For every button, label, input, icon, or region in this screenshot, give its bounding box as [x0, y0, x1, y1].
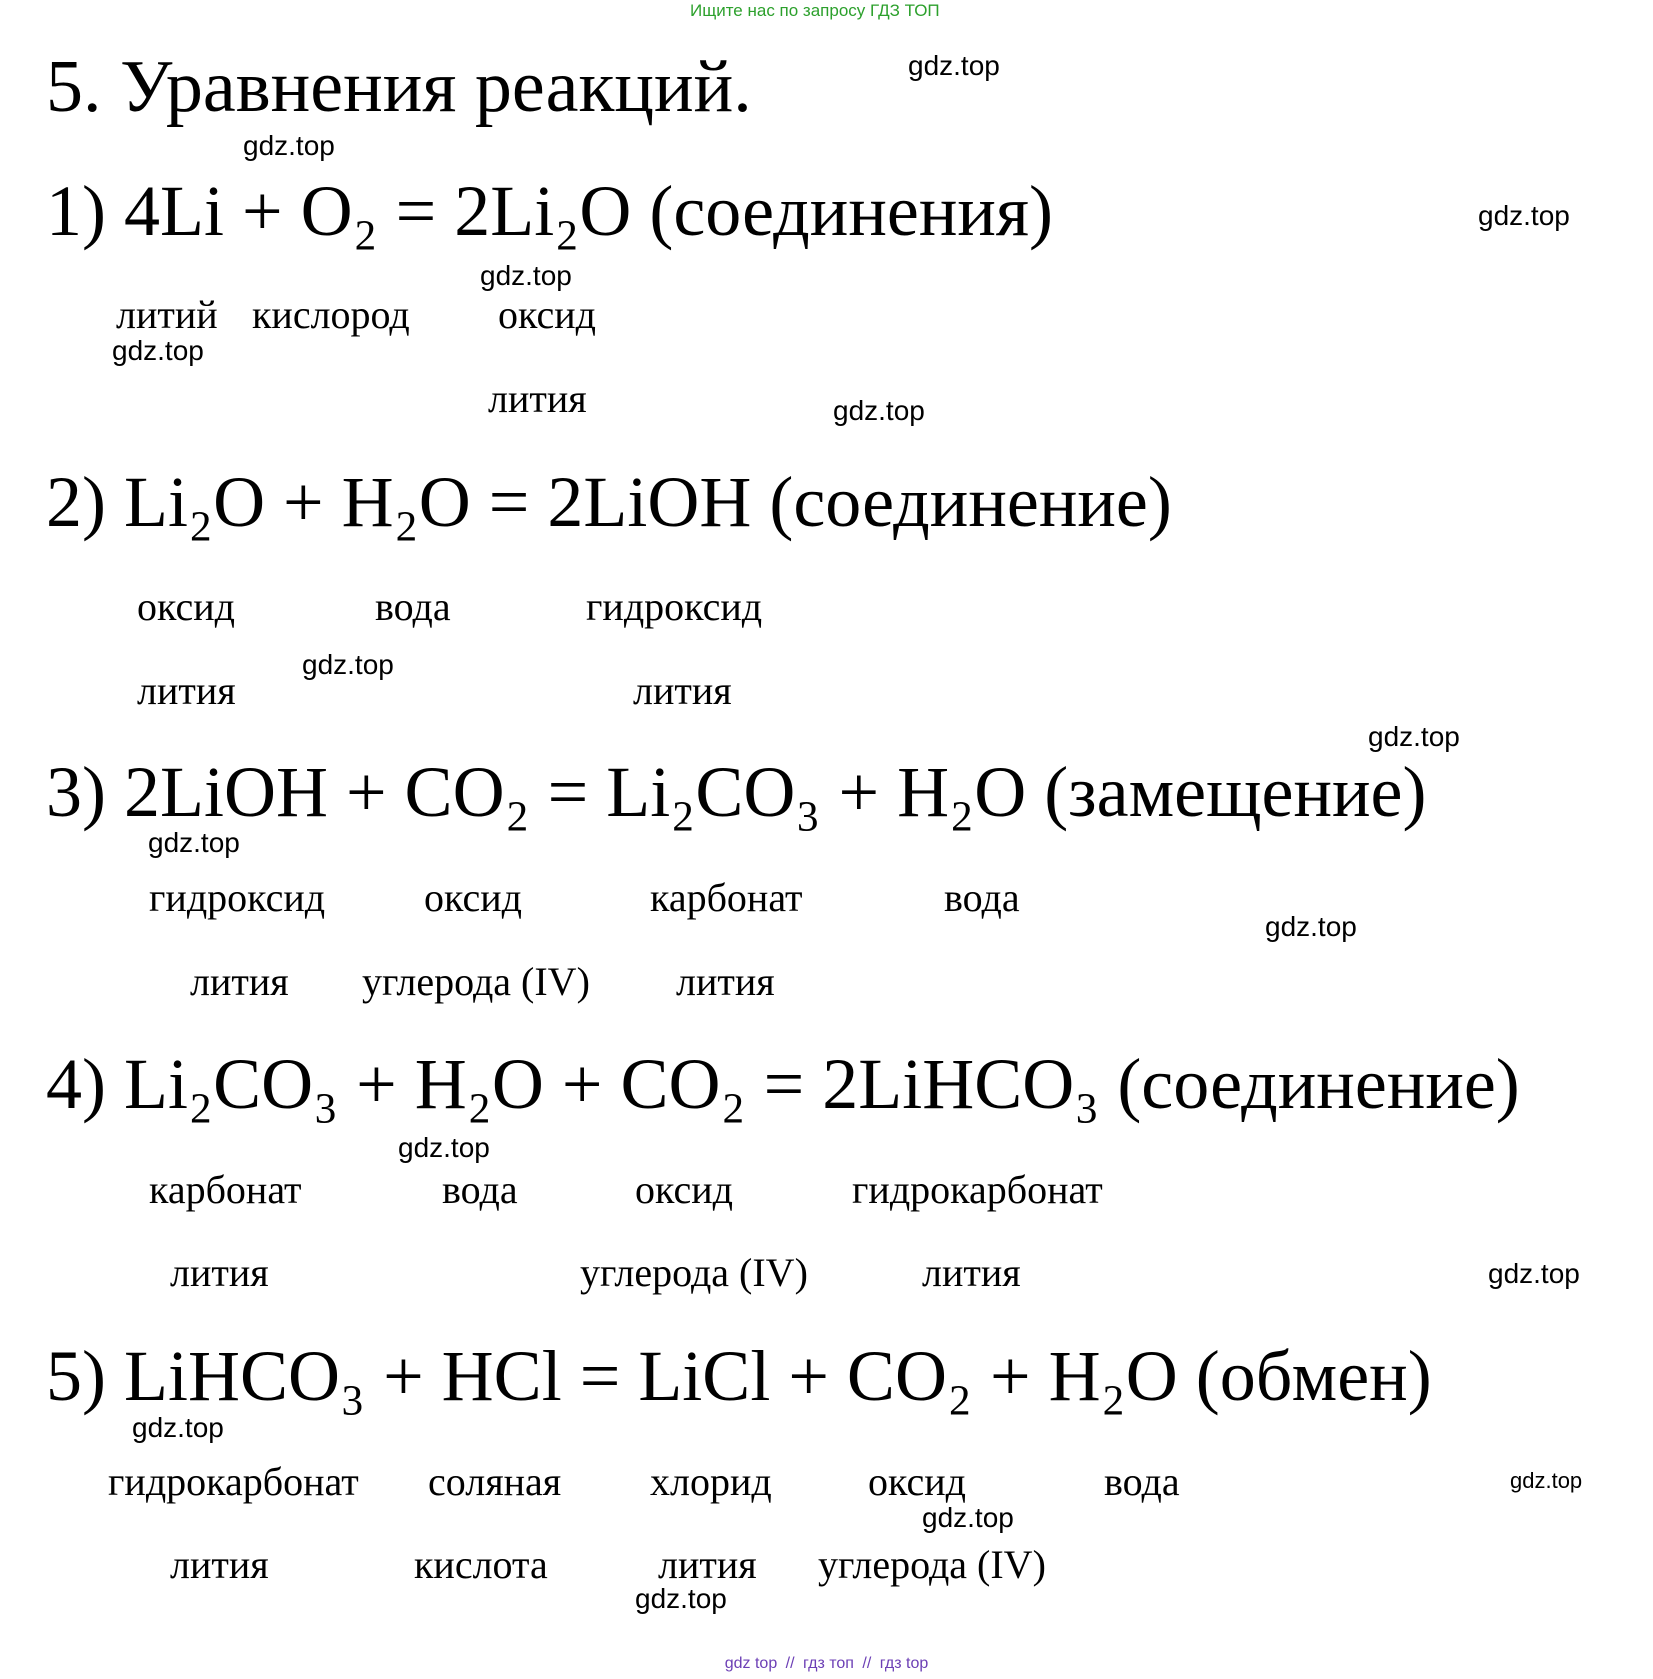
reaction-1-label: лития — [488, 376, 587, 421]
reaction-5-label: лития — [658, 1542, 757, 1587]
reaction-4-equation: 4) Li₂CO₃ + H₂O + CO₂ = 2LiHCO₃ (соединение) — [46, 1044, 1520, 1124]
reaction-5-label: гидрокарбонат — [108, 1459, 359, 1504]
footer-link[interactable]: гдз top — [879, 1655, 929, 1672]
footer-link[interactable]: gdz top — [724, 1655, 778, 1672]
reaction-1-label: литий — [116, 292, 218, 337]
reaction-5-label: вода — [1104, 1459, 1180, 1504]
reaction-2-label: оксид — [137, 584, 235, 629]
reaction-5-label: соляная — [428, 1459, 562, 1504]
watermark: gdz.top — [480, 260, 572, 291]
reaction-4-label: оксид — [635, 1167, 733, 1212]
footer-separator: // — [785, 1655, 795, 1672]
watermark: gdz.top — [1368, 721, 1460, 752]
watermark: gdz.top — [398, 1132, 490, 1163]
footer-link[interactable]: гдз топ — [803, 1655, 854, 1672]
reaction-5-label: лития — [170, 1542, 269, 1587]
reaction-2-label: лития — [633, 668, 732, 713]
watermark: gdz.top — [1265, 911, 1357, 942]
watermark: gdz.top — [635, 1583, 727, 1614]
watermark: gdz.top — [1478, 200, 1570, 231]
watermark: gdz.top — [1510, 1468, 1583, 1493]
reaction-2-equation: 2) Li₂O + H₂O = 2LiOH (соединение) — [46, 462, 1172, 542]
watermark: gdz.top — [302, 649, 394, 680]
watermark: gdz.top — [908, 50, 1000, 81]
reaction-3-label: оксид — [424, 875, 522, 920]
watermark: gdz.top — [243, 130, 335, 161]
reaction-2-label: вода — [375, 584, 451, 629]
footer-links — [0, 1656, 1653, 1672]
reaction-3-label: вода — [944, 875, 1020, 920]
watermark: gdz.top — [112, 335, 204, 366]
reaction-1-label: кислород — [252, 292, 410, 337]
reaction-3-label: гидроксид — [149, 875, 326, 920]
reaction-4-label: лития — [170, 1250, 269, 1295]
reaction-4-label: лития — [922, 1250, 1021, 1295]
reaction-4-label: вода — [442, 1167, 518, 1212]
watermark: gdz.top — [148, 827, 240, 858]
footer-separator: // — [862, 1655, 872, 1672]
reaction-3-label: карбонат — [650, 875, 803, 920]
reaction-5-equation: 5) LiHCO₃ + HCl = LiCl + CO₂ + H₂O (обмен) — [46, 1336, 1432, 1416]
reaction-5-label: хлорид — [650, 1459, 772, 1504]
reaction-4-label: карбонат — [149, 1167, 302, 1212]
reaction-1-equation: 1) 4Li + O₂ = 2Li₂O (соединения) — [46, 171, 1053, 251]
reaction-5-label: углерода (IV) — [818, 1542, 1046, 1587]
reaction-5-label: оксид — [868, 1459, 966, 1504]
watermark: gdz.top — [1488, 1258, 1580, 1289]
reaction-4-label: углерода (IV) — [580, 1250, 808, 1295]
watermark: gdz.top — [833, 395, 925, 426]
reaction-3-equation: 3) 2LiOH + CO₂ = Li₂CO₃ + H₂O (замещение) — [46, 752, 1427, 832]
reaction-3-label: углерода (IV) — [362, 959, 590, 1004]
reaction-2-label: гидроксид — [586, 584, 763, 629]
reaction-4-label: гидрокарбонат — [852, 1167, 1103, 1212]
watermark: gdz.top — [922, 1502, 1014, 1533]
reaction-5-label: кислота — [414, 1542, 548, 1587]
reaction-3-label: лития — [676, 959, 775, 1004]
reaction-2-label: лития — [137, 668, 236, 713]
reaction-3-label: лития — [190, 959, 289, 1004]
reaction-1-label: оксид — [498, 292, 596, 337]
page-heading: 5. Уравнения реакций. — [46, 46, 752, 128]
watermark: gdz.top — [132, 1412, 224, 1443]
top-notice: Ищите нас по запросу ГДЗ ТОП — [690, 1, 940, 20]
